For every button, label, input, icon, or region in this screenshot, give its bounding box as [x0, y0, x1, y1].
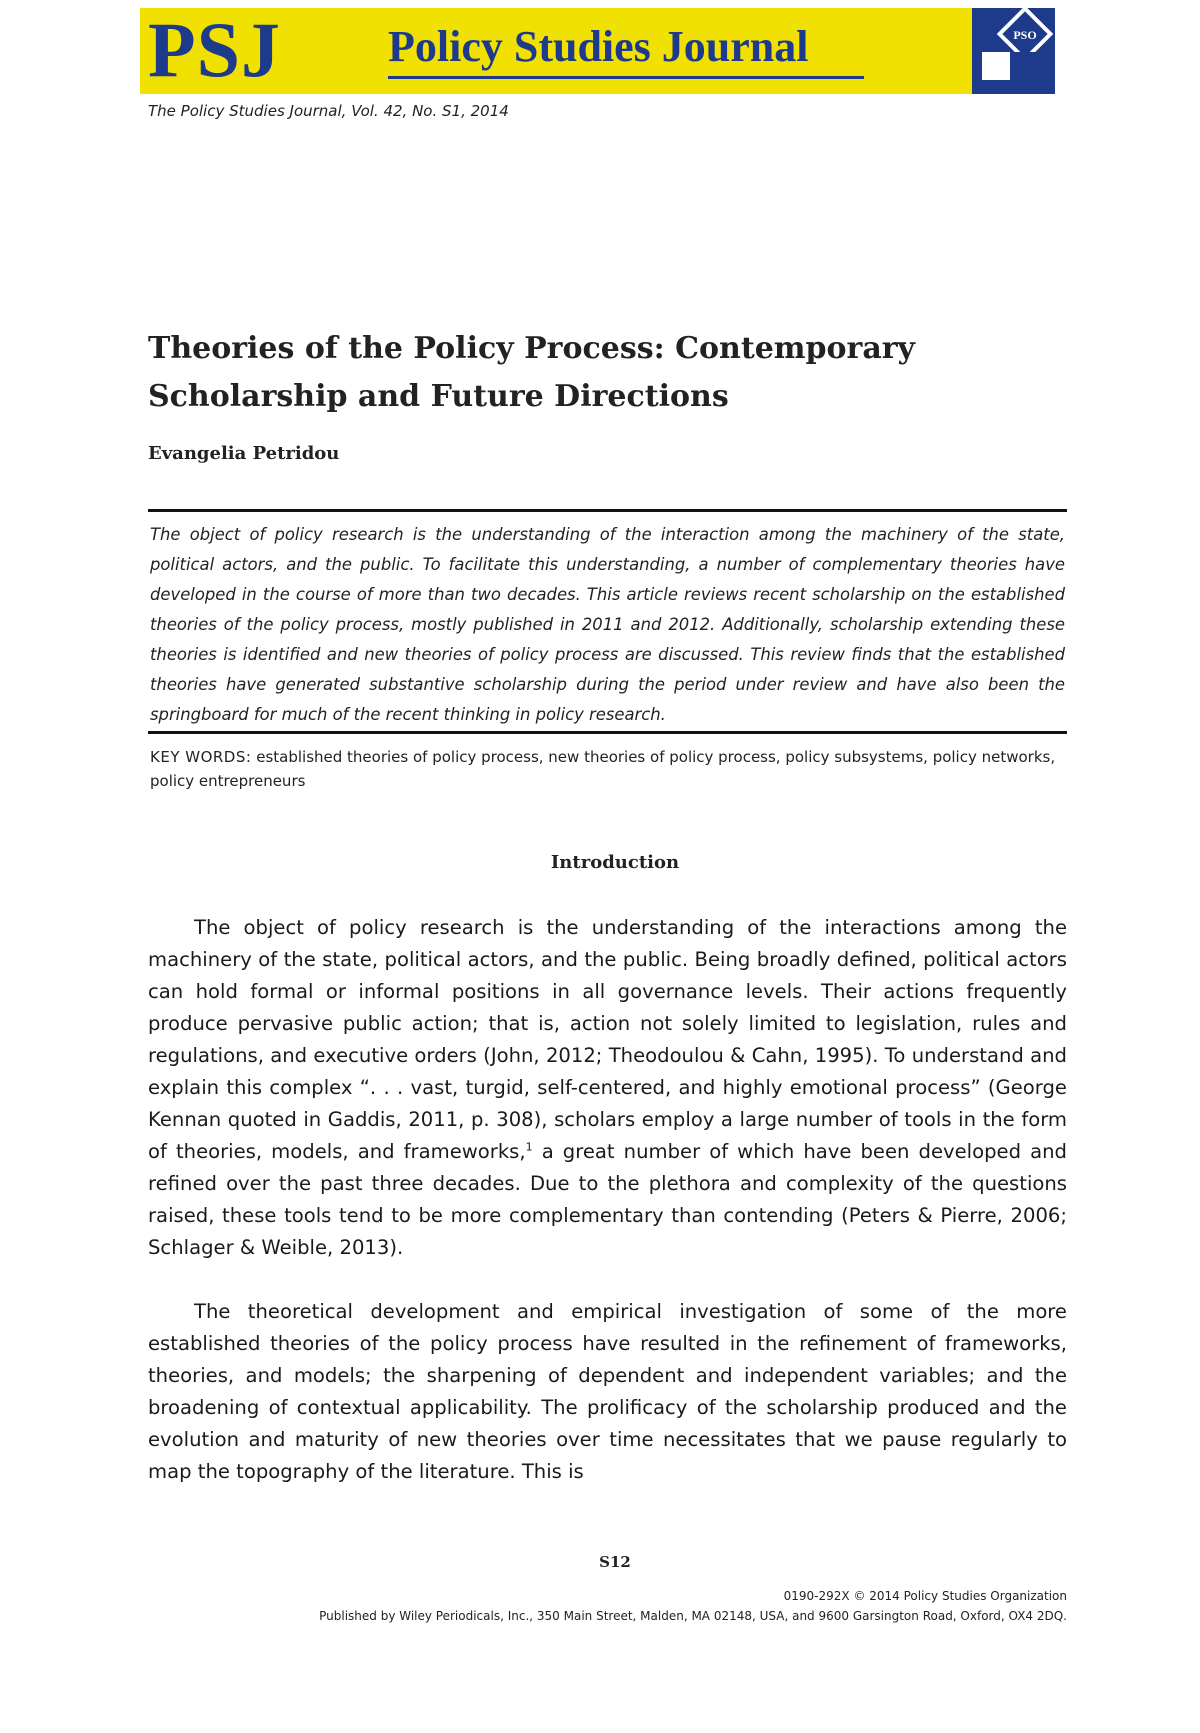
page-number: S12 — [599, 1553, 631, 1571]
psj-logo: PSJ — [148, 6, 282, 93]
article-title: Theories of the Policy Process: Contemporary Scholarship and Future Directions — [148, 331, 915, 414]
abstract-top-rule — [148, 509, 1067, 512]
abstract: The object of policy research is the understanding of the interaction among the machinery of the state, political actors, and the public. To facilitate this understanding, a number of complementary theories have developed in the course of more than two decades. This article reviews recent scholarship on the established theories of the policy process, mostly published in 2011 and 2012. Additionally, scholarship extending these theories is identified and new theories of policy process are discussed. This review finds that the established theories have generated substantive scholarship during the period under review and have also been the springboard for much of the recent thinking in policy research. — [150, 525, 1065, 724]
copyright-line: 0190-292X © 2014 Policy Studies Organization — [783, 1589, 1067, 1603]
keywords — [150, 745, 1065, 793]
keywords-list: established theories of policy process, new theories of policy process, policy subsystems, policy networks, policy entrepreneurs — [150, 748, 1056, 790]
abstract-bottom-rule — [148, 731, 1067, 734]
journal-title-underline — [388, 76, 864, 79]
svg-text:PSO: PSO — [1013, 28, 1037, 42]
journal-citation: The Policy Studies Journal, Vol. 42, No. S1, 2014 — [148, 102, 509, 120]
section-heading-introduction: Introduction — [550, 852, 680, 873]
pso-logo-icon — [972, 8, 1055, 94]
body-paragraph: The theoretical development and empirical investigation of some of the more established theories of the policy process have resulted in the refinement of frameworks, theories, and models; the sharpening of dependent and independent variables; and the broadening of contextual applicability. The prolificacy of the scholarship produced and the evolution and maturity of new theories over time necessitates that we pause regularly to map the topography of the literature. This is — [148, 1300, 1067, 1483]
journal-title: Policy Studies Journal — [388, 22, 809, 71]
keywords-label: KEY WORDS: — [150, 748, 252, 766]
author-name: Evangelia Petridou — [148, 443, 340, 464]
paragraph-text: a great number of which have been developed and refined over the past three decades. Due to the plethora and complexity of the questions raised, these tools tend to be more complementary than contending (Peters & Pierre, 2006; Schlager & Weible, 2013). — [148, 1140, 1067, 1259]
publisher-line: Published by Wiley Periodicals, Inc., 350 Main Street, Malden, MA 02148, USA, and 9600 Garsington Road, Oxford, OX4 2DQ. — [319, 1609, 1067, 1623]
footnote-mark[interactable]: 1 — [525, 1140, 533, 1154]
paragraph-text: The object of policy research is the understanding of the interactions among the machinery of the state, political actors, and the public. Being broadly defined, political actors can hold formal or informal positions in all governance levels. Their actions frequently produce pervasive public action; that is, action not solely limited to legislation, rules and regulations, and executive orders (John, 2012; Theodoulou & Cahn, 1995). To understand and explain this complex “. . . vast, turgid, self-centered, and highly emotional process” (George Kennan quoted in Gaddis, 2011, p. 308), scholars employ a large number of tools in the form of theories, models, and frameworks, — [148, 916, 1067, 1163]
body-paragraph — [148, 912, 1067, 1264]
